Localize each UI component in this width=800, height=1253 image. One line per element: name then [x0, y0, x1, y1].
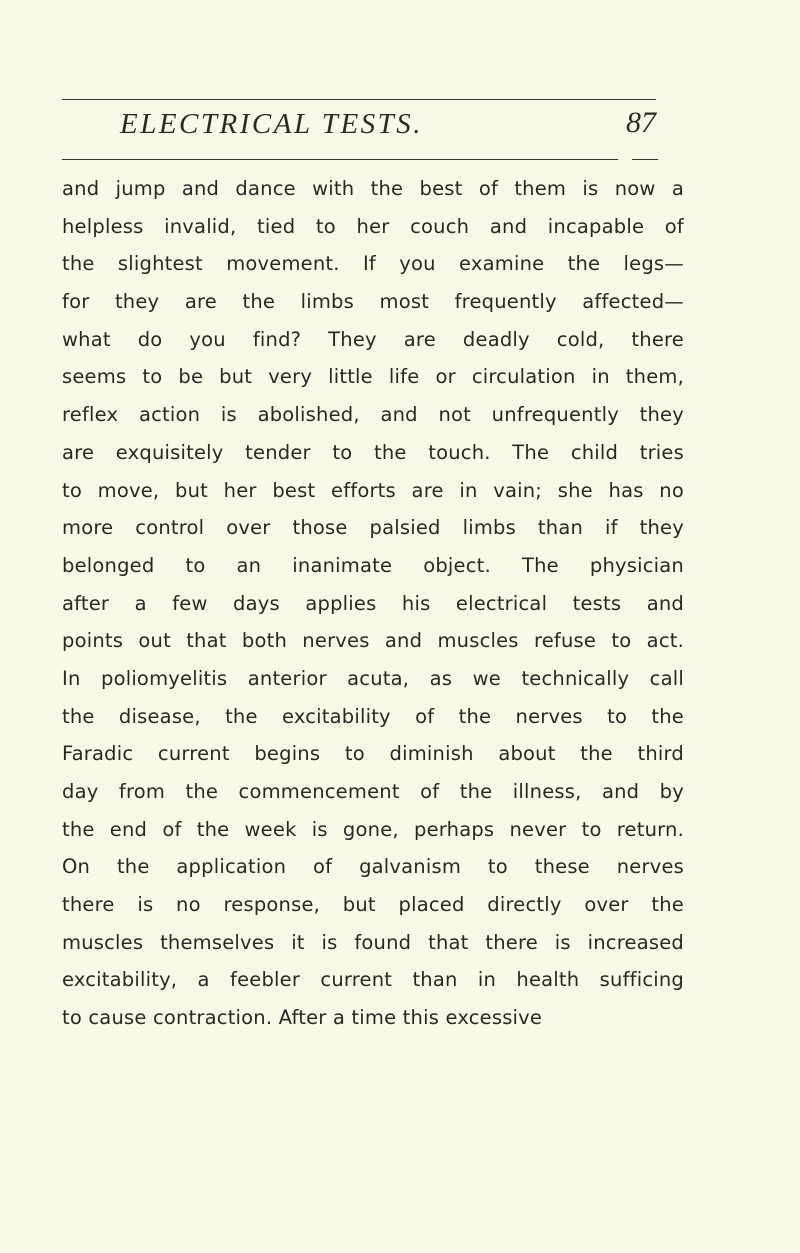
text-line: belonged to an inanimate object. The physician [62, 553, 684, 577]
text-line: seems to be but very little life or circulation in them, [62, 365, 684, 389]
text-line: there is no response, but placed directly over the [62, 893, 684, 917]
header-bottom-rule-segment [632, 159, 658, 160]
text-line: excitability, a feebler current than in health sufficing [62, 968, 684, 992]
text-line: Faradic current begins to diminish about the third [62, 742, 684, 766]
text-line: to move, but her best efforts are in vain; she has no [62, 478, 684, 502]
text-line: day from the commencement of the illness, and by [62, 780, 684, 803]
text-line: the end of the week is gone, perhaps never to return. [62, 817, 684, 841]
text-line: On the application of galvanism to these nerves [62, 855, 684, 879]
text-line: the disease, the excitability of the nerves to the [62, 704, 684, 728]
text-line: muscles themselves it is found that there is increased [62, 930, 684, 954]
text-line: the slightest movement. If you examine the legs— [62, 252, 684, 276]
header-bottom-rule [62, 159, 618, 160]
text-line: what do you find? They are deadly cold, there [62, 327, 684, 351]
text-line: In poliomyelitis anterior acuta, as we technically call [62, 666, 684, 690]
text-line: helpless invalid, tied to her couch and incapable of [62, 214, 684, 238]
page-number: 87 [626, 106, 656, 139]
body-text [62, 170, 684, 1037]
text-line: reflex action is abolished, and not unfrequently they [62, 403, 684, 427]
text-line: to cause contraction. After a time this excessive [62, 1006, 543, 1030]
text-line: points out that both nerves and muscles refuse to act. [62, 629, 684, 653]
running-head [62, 104, 662, 154]
text-line: and jump and dance with the best of them is now a [62, 177, 684, 200]
header-top-rule [62, 99, 656, 100]
text-line: are exquisitely tender to the touch. The child tries [62, 440, 684, 464]
text-line: after a few days applies his electrical tests and [62, 591, 684, 615]
running-head-title: ELECTRICAL TESTS. [120, 108, 424, 140]
text-line: for they are the limbs most frequently affected— [62, 290, 684, 314]
text-line: more control over those palsied limbs than if they [62, 516, 684, 540]
